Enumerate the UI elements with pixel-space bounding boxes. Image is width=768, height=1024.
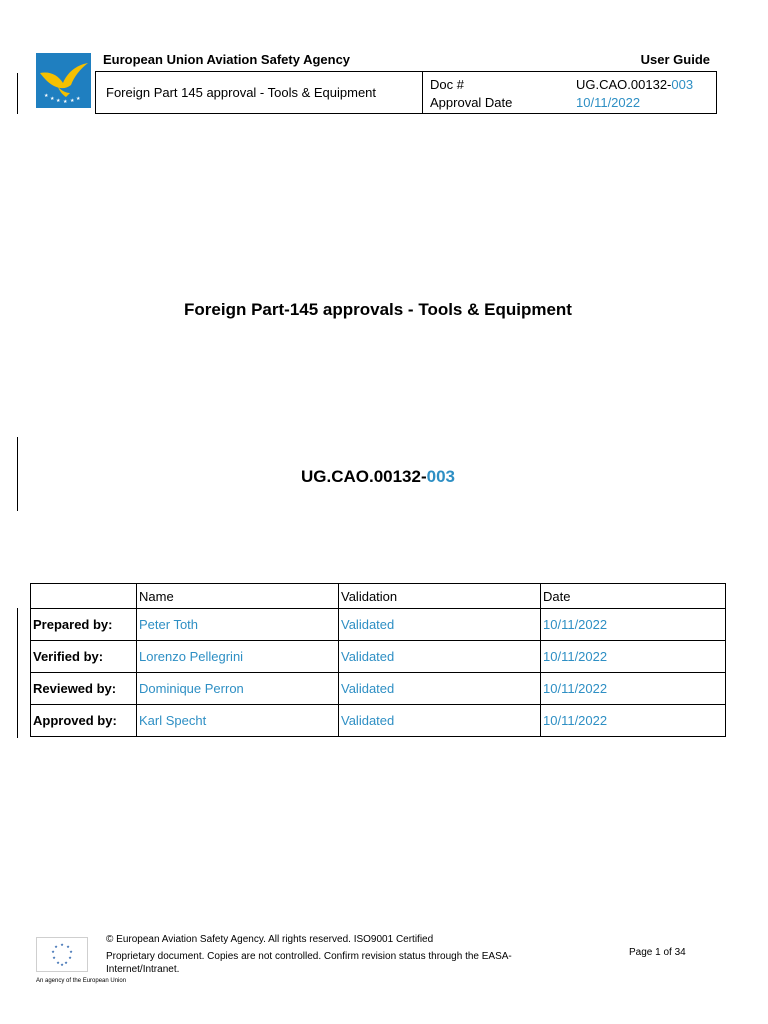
- proprietary-notice: Proprietary document. Copies are not controlled. Confirm revision status through the EASA-Internet/Intranet.: [106, 951, 512, 975]
- svg-text:★: ★: [51, 949, 55, 954]
- svg-text:★: ★: [54, 944, 58, 949]
- date-cell: 10/11/2022: [541, 609, 726, 641]
- header-subject: Foreign Part 145 approval - Tools & Equipment: [96, 72, 423, 113]
- svg-text:★: ★: [56, 960, 60, 965]
- validation-cell: Validated: [339, 673, 541, 705]
- doc-number-label: Doc #: [430, 77, 464, 92]
- copyright-notice: © European Aviation Safety Agency. All rights reserved. ISO9001 Certified: [106, 934, 434, 945]
- svg-text:★: ★: [70, 98, 75, 104]
- table-row: [31, 705, 726, 737]
- validation-cell: Validated: [339, 705, 541, 737]
- svg-text:★: ★: [76, 96, 81, 102]
- doc-number-prefix: UG.CAO.00132-: [576, 77, 672, 92]
- name-cell: Lorenzo Pellegrini: [137, 641, 339, 673]
- signature-table: [30, 583, 726, 737]
- name-cell: Karl Specht: [137, 705, 339, 737]
- approval-date-label: Approval Date: [430, 95, 513, 110]
- eu-agency-tagline: An agency of the European Union: [36, 978, 127, 984]
- document-type: User Guide: [640, 52, 710, 67]
- document-code-prefix: UG.CAO.00132-: [300, 467, 427, 486]
- role-cell: Prepared by:: [31, 609, 137, 641]
- doc-number-value: [576, 77, 693, 92]
- name-cell: Dominique Perron: [137, 673, 339, 705]
- page-number: Page 1 of 34: [629, 947, 686, 958]
- eu-flag-icon: [36, 937, 88, 972]
- svg-text:★: ★: [60, 962, 64, 967]
- svg-text:★: ★: [69, 949, 73, 954]
- column-header-validation: Validation: [339, 584, 541, 609]
- svg-text:★: ★: [68, 955, 72, 960]
- column-header: [31, 584, 137, 609]
- document-title: Foreign Part-145 approvals - Tools & Equipment: [184, 300, 572, 319]
- role-cell: Reviewed by:: [31, 673, 137, 705]
- name-cell: Peter Toth: [137, 609, 339, 641]
- approval-date-value: 10/11/2022: [576, 95, 641, 110]
- easa-logo-icon: [36, 53, 91, 108]
- svg-text:★: ★: [66, 944, 70, 949]
- role-cell: Verified by:: [31, 641, 137, 673]
- svg-text:★: ★: [60, 942, 64, 947]
- svg-text:★: ★: [52, 955, 56, 960]
- svg-text:★: ★: [63, 99, 68, 105]
- svg-text:★: ★: [56, 98, 61, 104]
- role-cell: Approved by:: [31, 705, 137, 737]
- validation-cell: Validated: [339, 641, 541, 673]
- svg-text:★: ★: [64, 960, 68, 965]
- table-row: [31, 609, 726, 641]
- document-code-revision: 003: [426, 467, 456, 486]
- table-row: [31, 673, 726, 705]
- svg-text:★: ★: [50, 96, 55, 102]
- column-header-name: Name: [137, 584, 339, 609]
- date-cell: 10/11/2022: [541, 705, 726, 737]
- change-bar: [17, 608, 18, 738]
- table-row: [31, 641, 726, 673]
- table-header-row: [31, 584, 726, 609]
- svg-text:★: ★: [44, 93, 49, 99]
- validation-cell: Validated: [339, 609, 541, 641]
- agency-name: European Union Aviation Safety Agency: [103, 52, 351, 67]
- document-code: [0, 467, 756, 487]
- header-info-box: [95, 71, 717, 114]
- date-cell: 10/11/2022: [541, 673, 726, 705]
- date-cell: 10/11/2022: [541, 641, 726, 673]
- doc-number-revision: 003: [671, 77, 694, 92]
- change-bar: [17, 73, 18, 114]
- column-header-date: Date: [541, 584, 726, 609]
